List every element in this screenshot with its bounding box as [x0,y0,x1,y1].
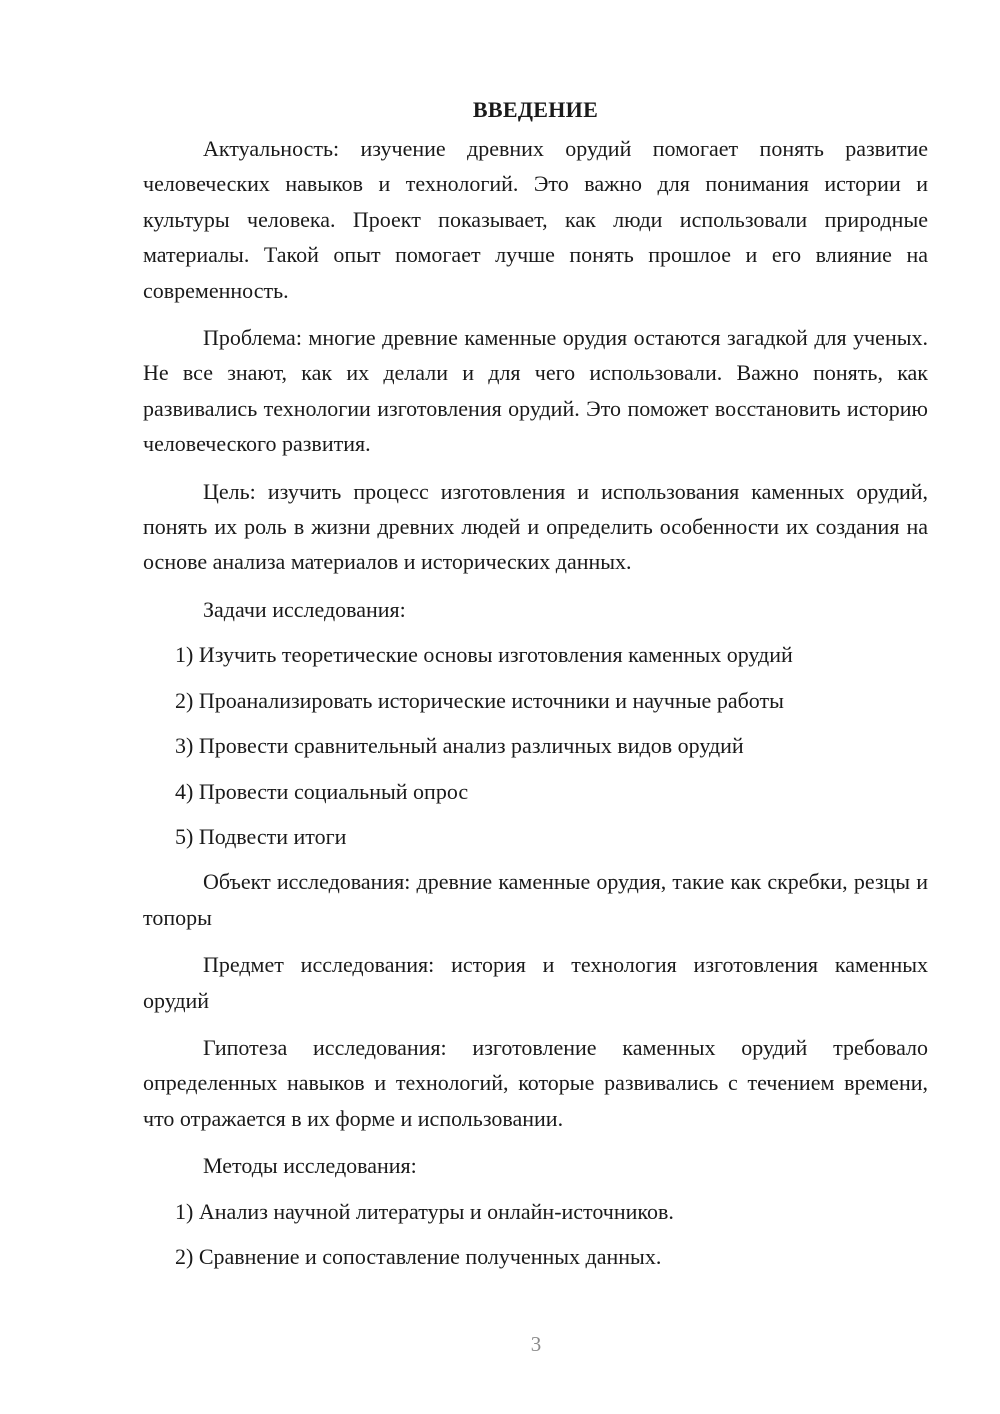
paragraph-relevance: Актуальность: изучение древних орудий помогает понять развитие человеческих навыков и технологий. Это важно для понимания истории и культуры человека. Проект показывает, как люди использовали природные материалы. Такой опыт помогает лучше понять прошлое и его влияние на современность. [143,136,928,303]
tasks-list [143,637,928,854]
methods-heading: Методы исследования: [203,1153,417,1179]
paragraph-hypothesis: Гипотеза исследования: изготовление каменных орудий требовало определенных навыков и технологий, которые развивались с течением времени, что отражается в их форме и использовании. [143,1034,928,1131]
list-item: 5) Подвести итоги [175,823,347,849]
list-item: 3) Провести сравнительный анализ различных видов орудий [175,733,744,759]
list-item: 2) Проанализировать исторические источники и научные работы [175,687,784,713]
list-item: 1) Анализ научной литературы и онлайн-источников. [175,1198,674,1224]
list-item: 2) Сравнение и сопоставление полученных данных. [175,1243,662,1269]
paragraph-goal: Цель: изучить процесс изготовления и использования каменных орудий, понять их роль в жизни древних людей и определить особенности их создания на основе анализа материалов и исторических данных. [143,478,928,575]
list-item: 4) Провести социальный опрос [175,778,469,804]
list-item: 1) Изучить теоретические основы изготовления каменных орудий [175,642,793,668]
paragraph-problem: Проблема: многие древние каменные орудия остаются загадкой для ученых. Не все знают, как их делали и для чего использовали. Важно понять, как развивались технологии изготовления орудий. Это поможет восстановить историю человеческого развития. [143,325,928,457]
tasks-heading: Задачи исследования: [203,596,406,622]
paragraph-subject: Предмет исследования: история и технология изготовления каменных орудий [143,952,928,1013]
document-page [143,92,928,1284]
methods-list [143,1194,928,1275]
page-number: 3 [530,1332,542,1356]
paragraph-object: Объект исследования: древние каменные орудия, такие как скребки, резцы и топоры [143,869,928,930]
page-title: ВВЕДЕНИЕ [472,97,599,122]
